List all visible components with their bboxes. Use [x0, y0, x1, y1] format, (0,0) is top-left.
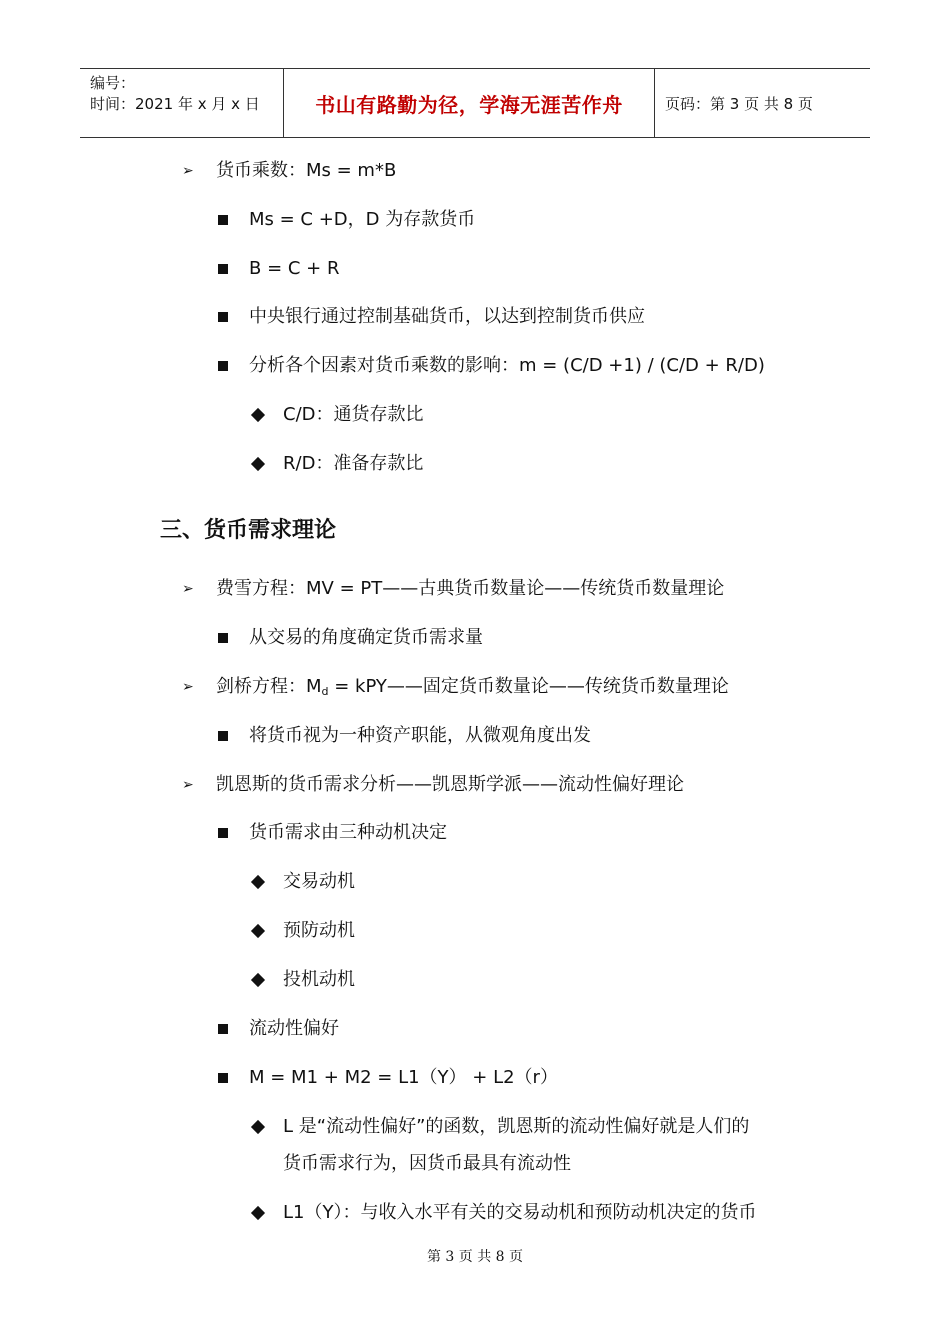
- square-bullet-icon: [218, 264, 228, 274]
- page-header: [80, 68, 870, 138]
- arrow-bullet-icon: ➢: [182, 163, 194, 179]
- diamond-bullet-icon: [251, 1120, 265, 1134]
- square-bullet-icon: [218, 731, 228, 741]
- arrow-bullet-icon: ➢: [182, 581, 194, 597]
- square-bullet-icon: [218, 828, 228, 838]
- square-bullet-icon: [218, 312, 228, 322]
- diamond-bullet-icon: [251, 924, 265, 938]
- header-page-info: 页码：第 3 页 共 8 页: [665, 94, 813, 113]
- square-bullet-icon: [218, 1024, 228, 1034]
- header-motto: 书山有路勤为径，学海无涯苦作舟: [283, 69, 655, 137]
- diamond-bullet-icon: [251, 875, 265, 889]
- header-number: 编号：: [90, 74, 136, 92]
- page-footer: 第 3 页 共 8 页: [426, 1249, 524, 1265]
- diamond-bullet-icon: [251, 408, 265, 422]
- square-bullet-icon: [218, 215, 228, 225]
- header-time: 时间：2021 年 x 月 x 日: [90, 95, 260, 113]
- section-heading: 三、货币需求理论: [160, 518, 337, 543]
- square-bullet-icon: [218, 633, 228, 643]
- diamond-bullet-icon: [251, 457, 265, 471]
- square-bullet-icon: [218, 1073, 228, 1083]
- diamond-bullet-icon: [251, 1206, 265, 1220]
- arrow-bullet-icon: ➢: [182, 777, 194, 793]
- header-meta: [80, 69, 283, 137]
- arrow-bullet-icon: ➢: [182, 679, 194, 695]
- diamond-bullet-icon: [251, 973, 265, 987]
- square-bullet-icon: [218, 361, 228, 371]
